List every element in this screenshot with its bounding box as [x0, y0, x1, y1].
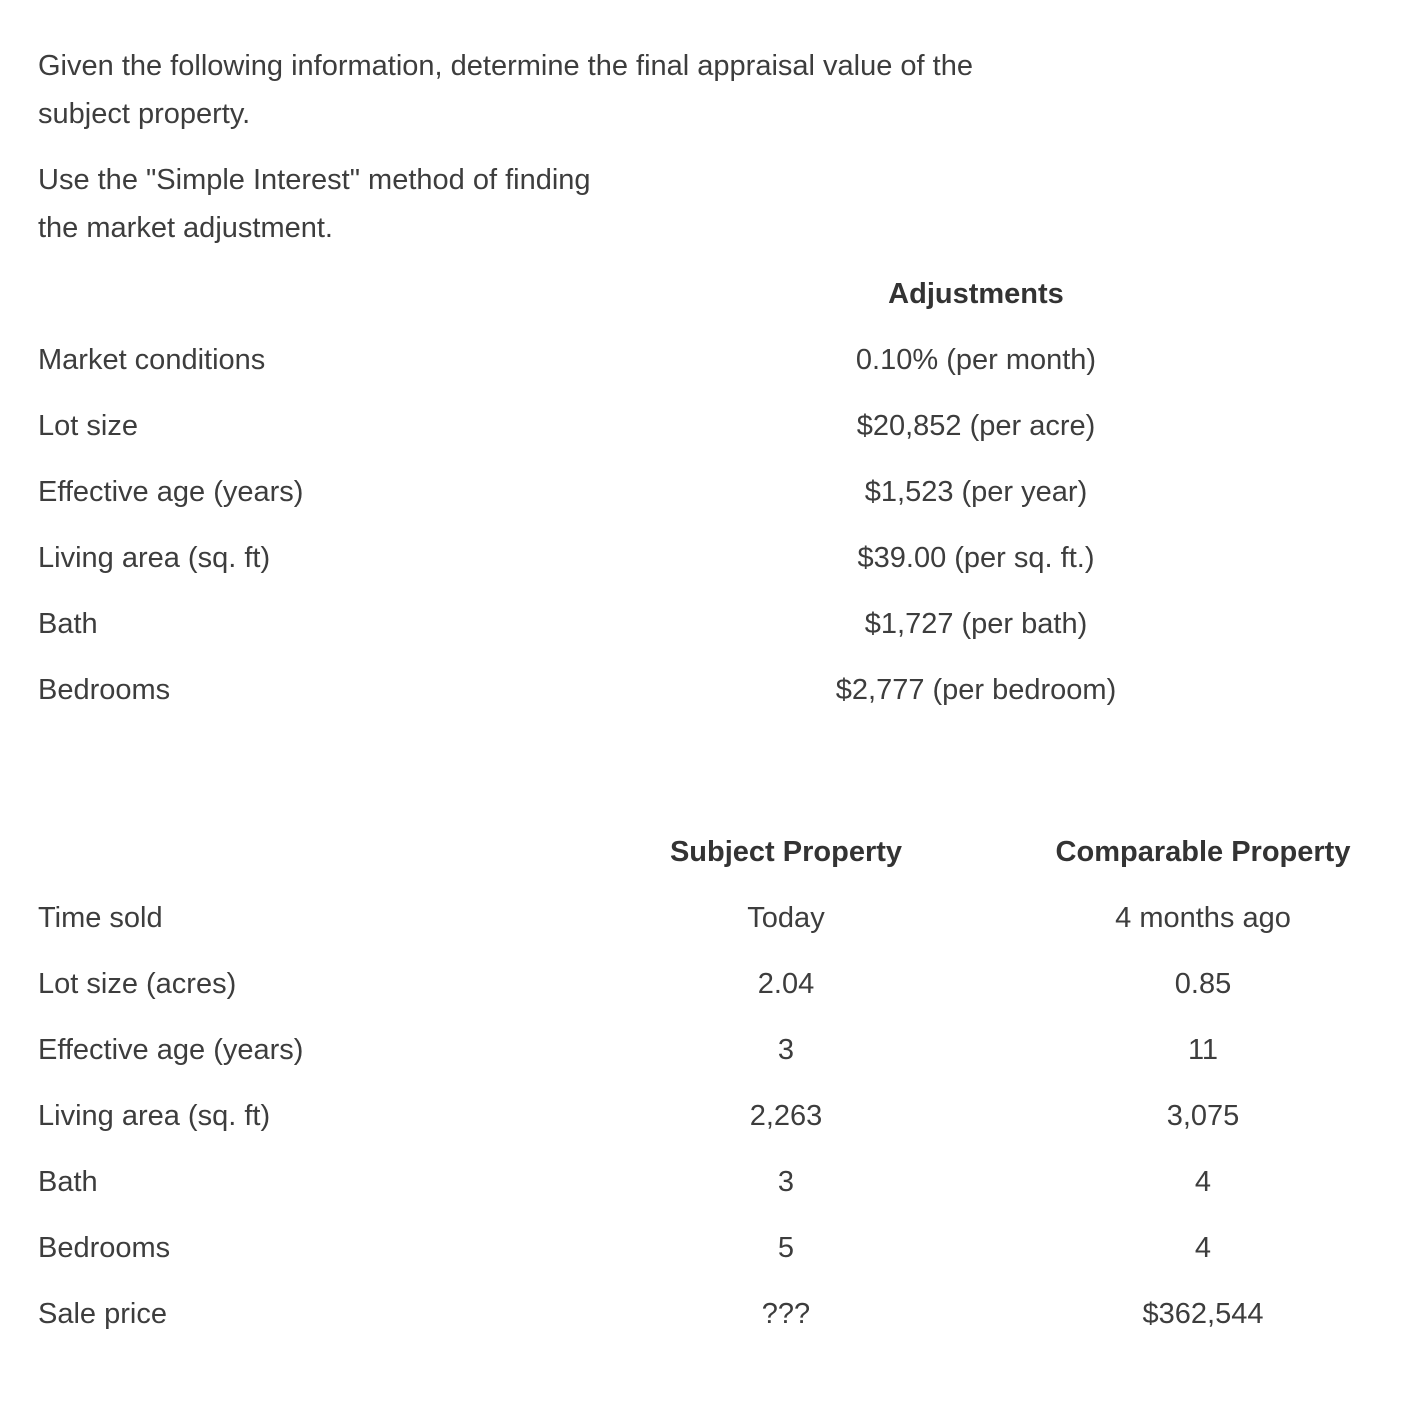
property-label: Effective age (years) [38, 1034, 304, 1066]
subject-value: ??? [761, 1298, 811, 1330]
subject-value: 3 [777, 1034, 795, 1066]
subject-property-header: Subject Property [669, 836, 903, 868]
property-label: Bath [38, 1166, 98, 1198]
comparable-value: 4 [1194, 1232, 1212, 1264]
subject-value: 2,263 [749, 1100, 823, 1132]
adjustment-value: $2,777 (per bedroom) [835, 674, 1117, 706]
property-label: Time sold [38, 902, 163, 934]
property-label: Lot size (acres) [38, 968, 237, 1000]
adjustment-label: Bedrooms [38, 674, 171, 706]
adjustment-label: Living area (sq. ft) [38, 542, 271, 574]
comparable-value: 4 months ago [1115, 902, 1291, 934]
adjustment-label: Effective age (years) [38, 476, 304, 508]
comparable-value: $362,544 [1142, 1298, 1264, 1330]
comparable-property-header: Comparable Property [1055, 836, 1351, 868]
adjustment-value: $39.00 (per sq. ft.) [857, 542, 1095, 574]
comparable-value: 4 [1194, 1166, 1212, 1198]
adjustments-header: Adjustments [888, 278, 1064, 310]
adjustment-value: $20,852 (per acre) [856, 410, 1096, 442]
property-label: Sale price [38, 1298, 167, 1330]
subject-value: Today [747, 902, 825, 934]
adjustment-value: $1,523 (per year) [864, 476, 1088, 508]
comparable-value: 0.85 [1174, 968, 1232, 1000]
adjustment-value: 0.10% (per month) [855, 344, 1097, 376]
property-label: Bedrooms [38, 1232, 171, 1264]
property-label: Living area (sq. ft) [38, 1100, 271, 1132]
adjustment-label: Lot size [38, 410, 138, 442]
subject-value: 5 [777, 1232, 795, 1264]
adjustment-label: Market conditions [38, 344, 266, 376]
subject-value: 2.04 [757, 968, 815, 1000]
intro-paragraph-1: Given the following information, determine the final appraisal value of the subject property. [38, 50, 973, 130]
comparable-value: 3,075 [1166, 1100, 1240, 1132]
comparable-value: 11 [1187, 1034, 1219, 1066]
adjustment-value: $1,727 (per bath) [864, 608, 1088, 640]
subject-value: 3 [777, 1166, 795, 1198]
adjustment-label: Bath [38, 608, 98, 640]
intro-paragraph-2: Use the "Simple Interest" method of finding the market adjustment. [38, 164, 591, 244]
